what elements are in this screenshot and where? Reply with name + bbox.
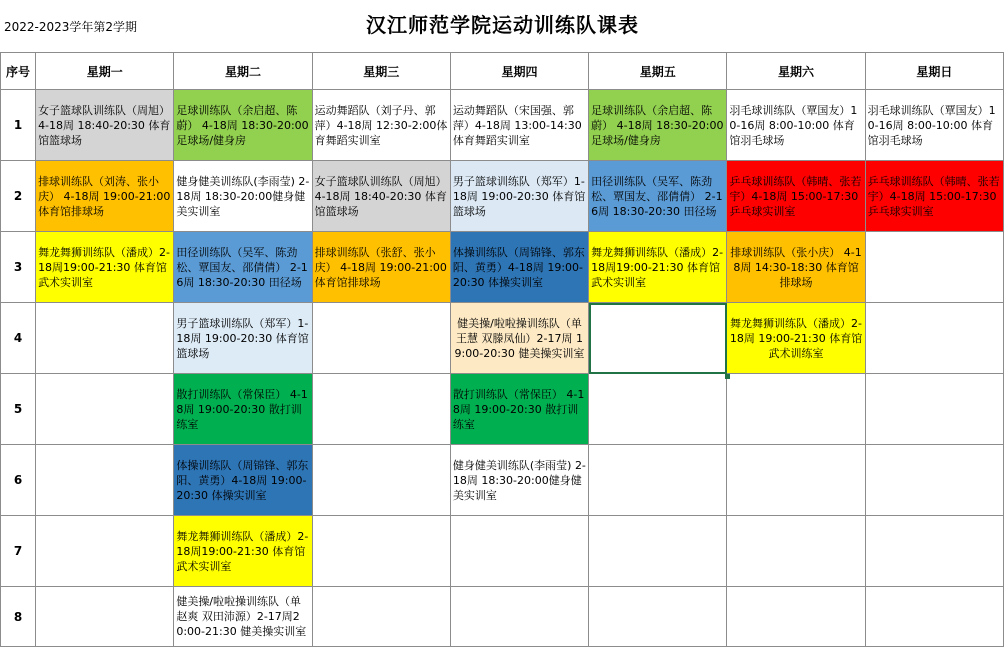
- schedule-cell-sunday[interactable]: [865, 516, 1003, 587]
- schedule-cell-saturday[interactable]: [727, 445, 865, 516]
- table-row: [1, 516, 1004, 587]
- row-number-cell[interactable]: 8: [1, 587, 36, 647]
- row-number-cell[interactable]: 2: [1, 161, 36, 232]
- row-number-cell[interactable]: 3: [1, 232, 36, 303]
- schedule-cell-tuesday[interactable]: 体操训练队（周锦锋、郭东阳、黄勇）4-18周 19:00-20:30 体操实训室: [174, 445, 312, 516]
- column-header-thursday[interactable]: 星期四: [450, 53, 588, 90]
- column-header-monday[interactable]: 星期一: [36, 53, 174, 90]
- schedule-cell-saturday[interactable]: 舞龙舞狮训练队（潘成）2-18周 19:00-21:30 体育馆武术训练室: [727, 303, 865, 374]
- schedule-cell-sunday[interactable]: [865, 445, 1003, 516]
- schedule-cell-wednesday[interactable]: [312, 587, 450, 647]
- schedule-cell-sunday[interactable]: [865, 303, 1003, 374]
- schedule-cell-saturday[interactable]: [727, 374, 865, 445]
- table-row: [1, 90, 1004, 161]
- schedule-cell-thursday[interactable]: 运动舞蹈队（宋国强、郭萍）4-18周 13:00-14:30 体育舞蹈实训室: [450, 90, 588, 161]
- column-header-wednesday[interactable]: 星期三: [312, 53, 450, 90]
- schedule-cell-friday[interactable]: 田径训练队（吴军、陈劲松、覃国友、邵倩倩） 2-16周 18:30-20:30 田径场: [589, 161, 727, 232]
- schedule-cell-saturday[interactable]: [727, 516, 865, 587]
- table-row: [1, 587, 1004, 647]
- schedule-cell-sunday[interactable]: 羽毛球训练队（覃国友）10-16周 8:00-10:00 体育馆羽毛球场: [865, 90, 1003, 161]
- schedule-cell-saturday[interactable]: [727, 587, 865, 647]
- column-header-sunday[interactable]: 星期日: [865, 53, 1003, 90]
- schedule-cell-thursday[interactable]: [450, 587, 588, 647]
- schedule-cell-thursday[interactable]: 健美操/啦啦操训练队（单王慧 双滕凤仙）2-17周 19:00-20:30 健美操实训室: [450, 303, 588, 374]
- schedule-cell-tuesday[interactable]: 健身健美训练队(李雨莹) 2-18周 18:30-20:00健身健美实训室: [174, 161, 312, 232]
- schedule-cell-monday[interactable]: [36, 303, 174, 374]
- schedule-cell-tuesday[interactable]: 散打训练队（常保臣） 4-18周 19:00-20:30 散打训练室: [174, 374, 312, 445]
- schedule-cell-sunday[interactable]: 乒乓球训练队（韩晴、张若宇）4-18周 15:00-17:30 乒乓球实训室: [865, 161, 1003, 232]
- schedule-cell-thursday[interactable]: 男子篮球训练队（郑军）1-18周 19:00-20:30 体育馆篮球场: [450, 161, 588, 232]
- schedule-cell-tuesday[interactable]: 舞龙舞狮训练队（潘成）2-18周19:00-21:30 体育馆武术实训室: [174, 516, 312, 587]
- schedule-cell-wednesday[interactable]: [312, 516, 450, 587]
- table-row: [1, 232, 1004, 303]
- table-row: [1, 374, 1004, 445]
- schedule-cell-sunday[interactable]: [865, 232, 1003, 303]
- schedule-table: [0, 52, 1004, 647]
- schedule-cell-tuesday[interactable]: 健美操/啦啦操训练队（单赵爽 双田沛源）2-17周20:00-21:30 健美操实训室: [174, 587, 312, 647]
- schedule-cell-thursday[interactable]: [450, 516, 588, 587]
- schedule-cell-friday[interactable]: [589, 303, 727, 374]
- selection-fill-handle[interactable]: [725, 374, 730, 379]
- schedule-cell-thursday[interactable]: 健身健美训练队(李雨莹) 2-18周 18:30-20:00健身健美实训室: [450, 445, 588, 516]
- schedule-cell-saturday[interactable]: 羽毛球训练队（覃国友）10-16周 8:00-10:00 体育馆羽毛球场: [727, 90, 865, 161]
- schedule-cell-sunday[interactable]: [865, 374, 1003, 445]
- schedule-cell-wednesday[interactable]: 女子篮球队训练队（周旭） 4-18周 18:40-20:30 体育馆篮球场: [312, 161, 450, 232]
- schedule-cell-monday[interactable]: [36, 587, 174, 647]
- page-title[interactable]: 汉江师范学院运动训练队课表: [366, 13, 639, 37]
- schedule-cell-monday[interactable]: 排球训练队（刘涛、张小庆） 4-18周 19:00-21:00 体育馆排球场: [36, 161, 174, 232]
- schedule-cell-friday[interactable]: [589, 516, 727, 587]
- schedule-cell-friday[interactable]: 舞龙舞狮训练队（潘成）2-18周19:00-21:30 体育馆武术实训室: [589, 232, 727, 303]
- column-header-index[interactable]: 序号: [1, 53, 36, 90]
- schedule-cell-monday[interactable]: [36, 445, 174, 516]
- row-number-cell[interactable]: 6: [1, 445, 36, 516]
- column-header-tuesday[interactable]: 星期二: [174, 53, 312, 90]
- schedule-cell-friday[interactable]: [589, 587, 727, 647]
- table-row: [1, 161, 1004, 232]
- sheet-header: [0, 0, 1005, 52]
- schedule-cell-monday[interactable]: 女子篮球队训练队（周旭） 4-18周 18:40-20:30 体育馆篮球场: [36, 90, 174, 161]
- schedule-cell-monday[interactable]: [36, 516, 174, 587]
- row-number-cell[interactable]: 4: [1, 303, 36, 374]
- schedule-cell-thursday[interactable]: 散打训练队（常保臣） 4-18周 19:00-20:30 散打训练室: [450, 374, 588, 445]
- header-row: [1, 53, 1004, 90]
- schedule-cell-saturday[interactable]: 排球训练队（张小庆） 4-18周 14:30-18:30 体育馆排球场: [727, 232, 865, 303]
- table-row: [1, 303, 1004, 374]
- row-number-cell[interactable]: 7: [1, 516, 36, 587]
- schedule-cell-tuesday[interactable]: 足球训练队（余启超、陈蔚） 4-18周 18:30-20:00 足球场/健身房: [174, 90, 312, 161]
- schedule-cell-thursday[interactable]: 体操训练队（周锦锋、郭东阳、黄勇）4-18周 19:00-20:30 体操实训室: [450, 232, 588, 303]
- schedule-cell-monday[interactable]: [36, 374, 174, 445]
- schedule-cell-saturday[interactable]: 乒乓球训练队（韩晴、张若宇）4-18周 15:00-17:30 乒乓球实训室: [727, 161, 865, 232]
- schedule-cell-wednesday[interactable]: [312, 445, 450, 516]
- semester-label[interactable]: 2022-2023学年第2学期: [4, 20, 138, 34]
- schedule-cell-friday[interactable]: [589, 374, 727, 445]
- schedule-cell-wednesday[interactable]: [312, 303, 450, 374]
- schedule-cell-wednesday[interactable]: 排球训练队（张舒、张小庆） 4-18周 19:00-21:00 体育馆排球场: [312, 232, 450, 303]
- schedule-cell-wednesday[interactable]: 运动舞蹈队（刘子丹、郭萍）4-18周 12:30-2:00体育舞蹈实训室: [312, 90, 450, 161]
- column-header-saturday[interactable]: 星期六: [727, 53, 865, 90]
- schedule-cell-tuesday[interactable]: 田径训练队（吴军、陈劲松、覃国友、邵倩倩） 2-16周 18:30-20:30 田径场: [174, 232, 312, 303]
- schedule-cell-wednesday[interactable]: [312, 374, 450, 445]
- schedule-cell-tuesday[interactable]: 男子篮球训练队（郑军）1-18周 19:00-20:30 体育馆篮球场: [174, 303, 312, 374]
- schedule-cell-monday[interactable]: 舞龙舞狮训练队（潘成）2-18周19:00-21:30 体育馆武术实训室: [36, 232, 174, 303]
- row-number-cell[interactable]: 1: [1, 90, 36, 161]
- schedule-cell-friday[interactable]: 足球训练队（余启超、陈蔚） 4-18周 18:30-20:00 足球场/健身房: [589, 90, 727, 161]
- column-header-friday[interactable]: 星期五: [589, 53, 727, 90]
- schedule-cell-sunday[interactable]: [865, 587, 1003, 647]
- schedule-cell-friday[interactable]: [589, 445, 727, 516]
- table-row: [1, 445, 1004, 516]
- row-number-cell[interactable]: 5: [1, 374, 36, 445]
